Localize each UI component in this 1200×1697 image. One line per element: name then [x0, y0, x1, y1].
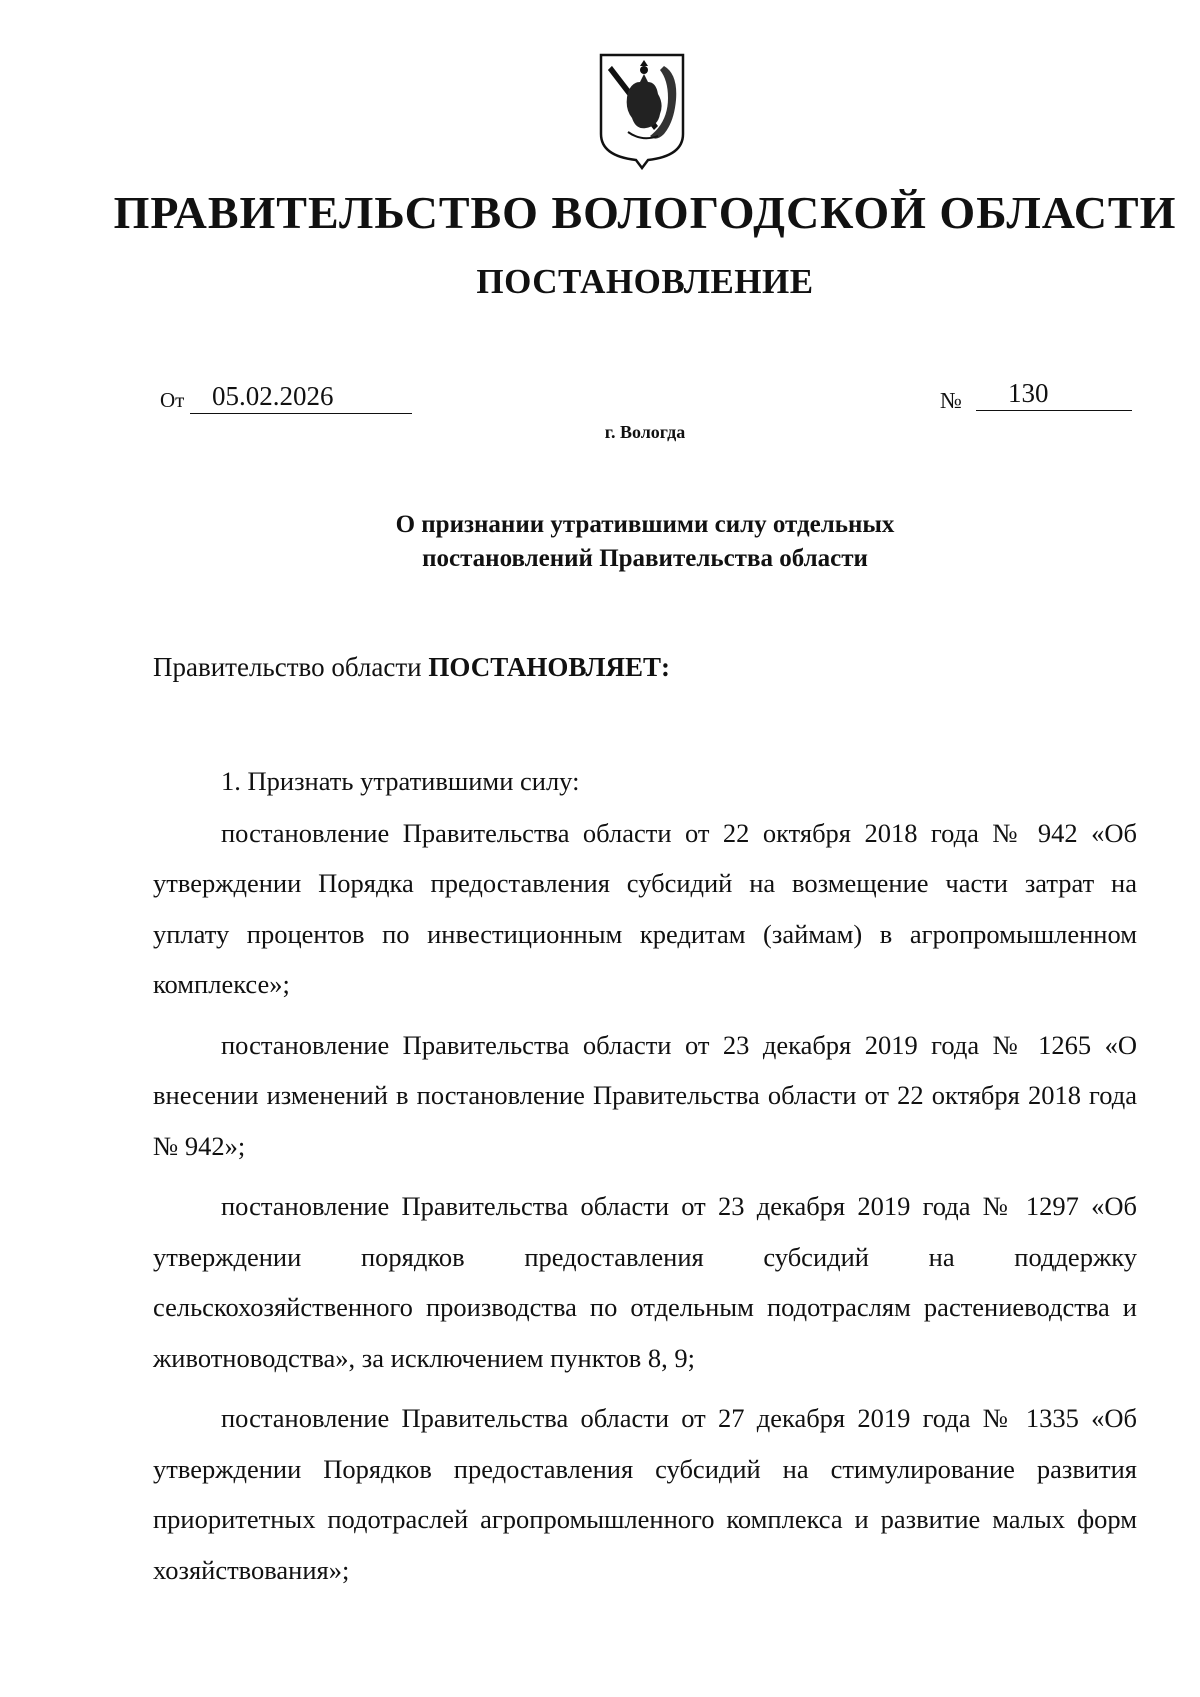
city: г. Вологда — [604, 422, 686, 442]
date-field — [160, 381, 334, 413]
government-title: ПРАВИТЕЛЬСТВО ВОЛОГОДСКОЙ ОБЛАСТИ — [113, 187, 1177, 238]
subject-line-1: О признании утратившими силу отдельных — [395, 511, 895, 538]
document-type: ПОСТАНОВЛЕНИЕ — [476, 262, 814, 301]
decree-keyword: ПОСТАНОВЛЯЕТ: — [428, 652, 670, 682]
item-1: 1. Признать утратившими силу: — [221, 766, 580, 796]
number-value: 130 — [976, 377, 1132, 411]
date-value: 05.02.2026 — [190, 380, 412, 414]
subject-line-2: постановлений Правительства области — [422, 545, 868, 572]
date-label: От — [160, 388, 185, 412]
number-label: № — [940, 388, 962, 413]
resolution-2: постановление Правительства области от 23 декабря 2019 года № 1265 «О внесении изменений в постановление Правительства области от 22 октября 2018 года № 942»; — [153, 1029, 1137, 1161]
decree-statement — [153, 652, 670, 683]
resolution-3: постановление Правительства области от 23 декабря 2019 года № 1297 «Об утверждении порядков предоставления субсидий на поддержку сельскохозяйственного производства по отдельным подотраслям растениеводства и животноводства», за исключением пунктов 8, 9; — [153, 1191, 1137, 1373]
document-subject — [0, 508, 1200, 576]
vologda-coat-of-arms-icon — [598, 52, 686, 170]
decree-lead: Правительство области — [153, 652, 429, 682]
number-field — [940, 378, 1049, 414]
resolution-1: постановление Правительства области от 22 октября 2018 года № 942 «Об утверждении Порядка предоставления субсидий на возмещение части затрат на уплату процентов по инвестиционным кредитам (займам) в агропромышленном комплексе»; — [153, 817, 1137, 999]
document-body — [153, 756, 1137, 1605]
resolution-4: постановление Правительства области от 27 декабря 2019 года № 1335 «Об утверждении Порядков предоставления субсидий на стимулирование развития приоритетных подотраслей агропромышленного комплекса и развитие малых форм хозяйствования»; — [153, 1403, 1137, 1585]
